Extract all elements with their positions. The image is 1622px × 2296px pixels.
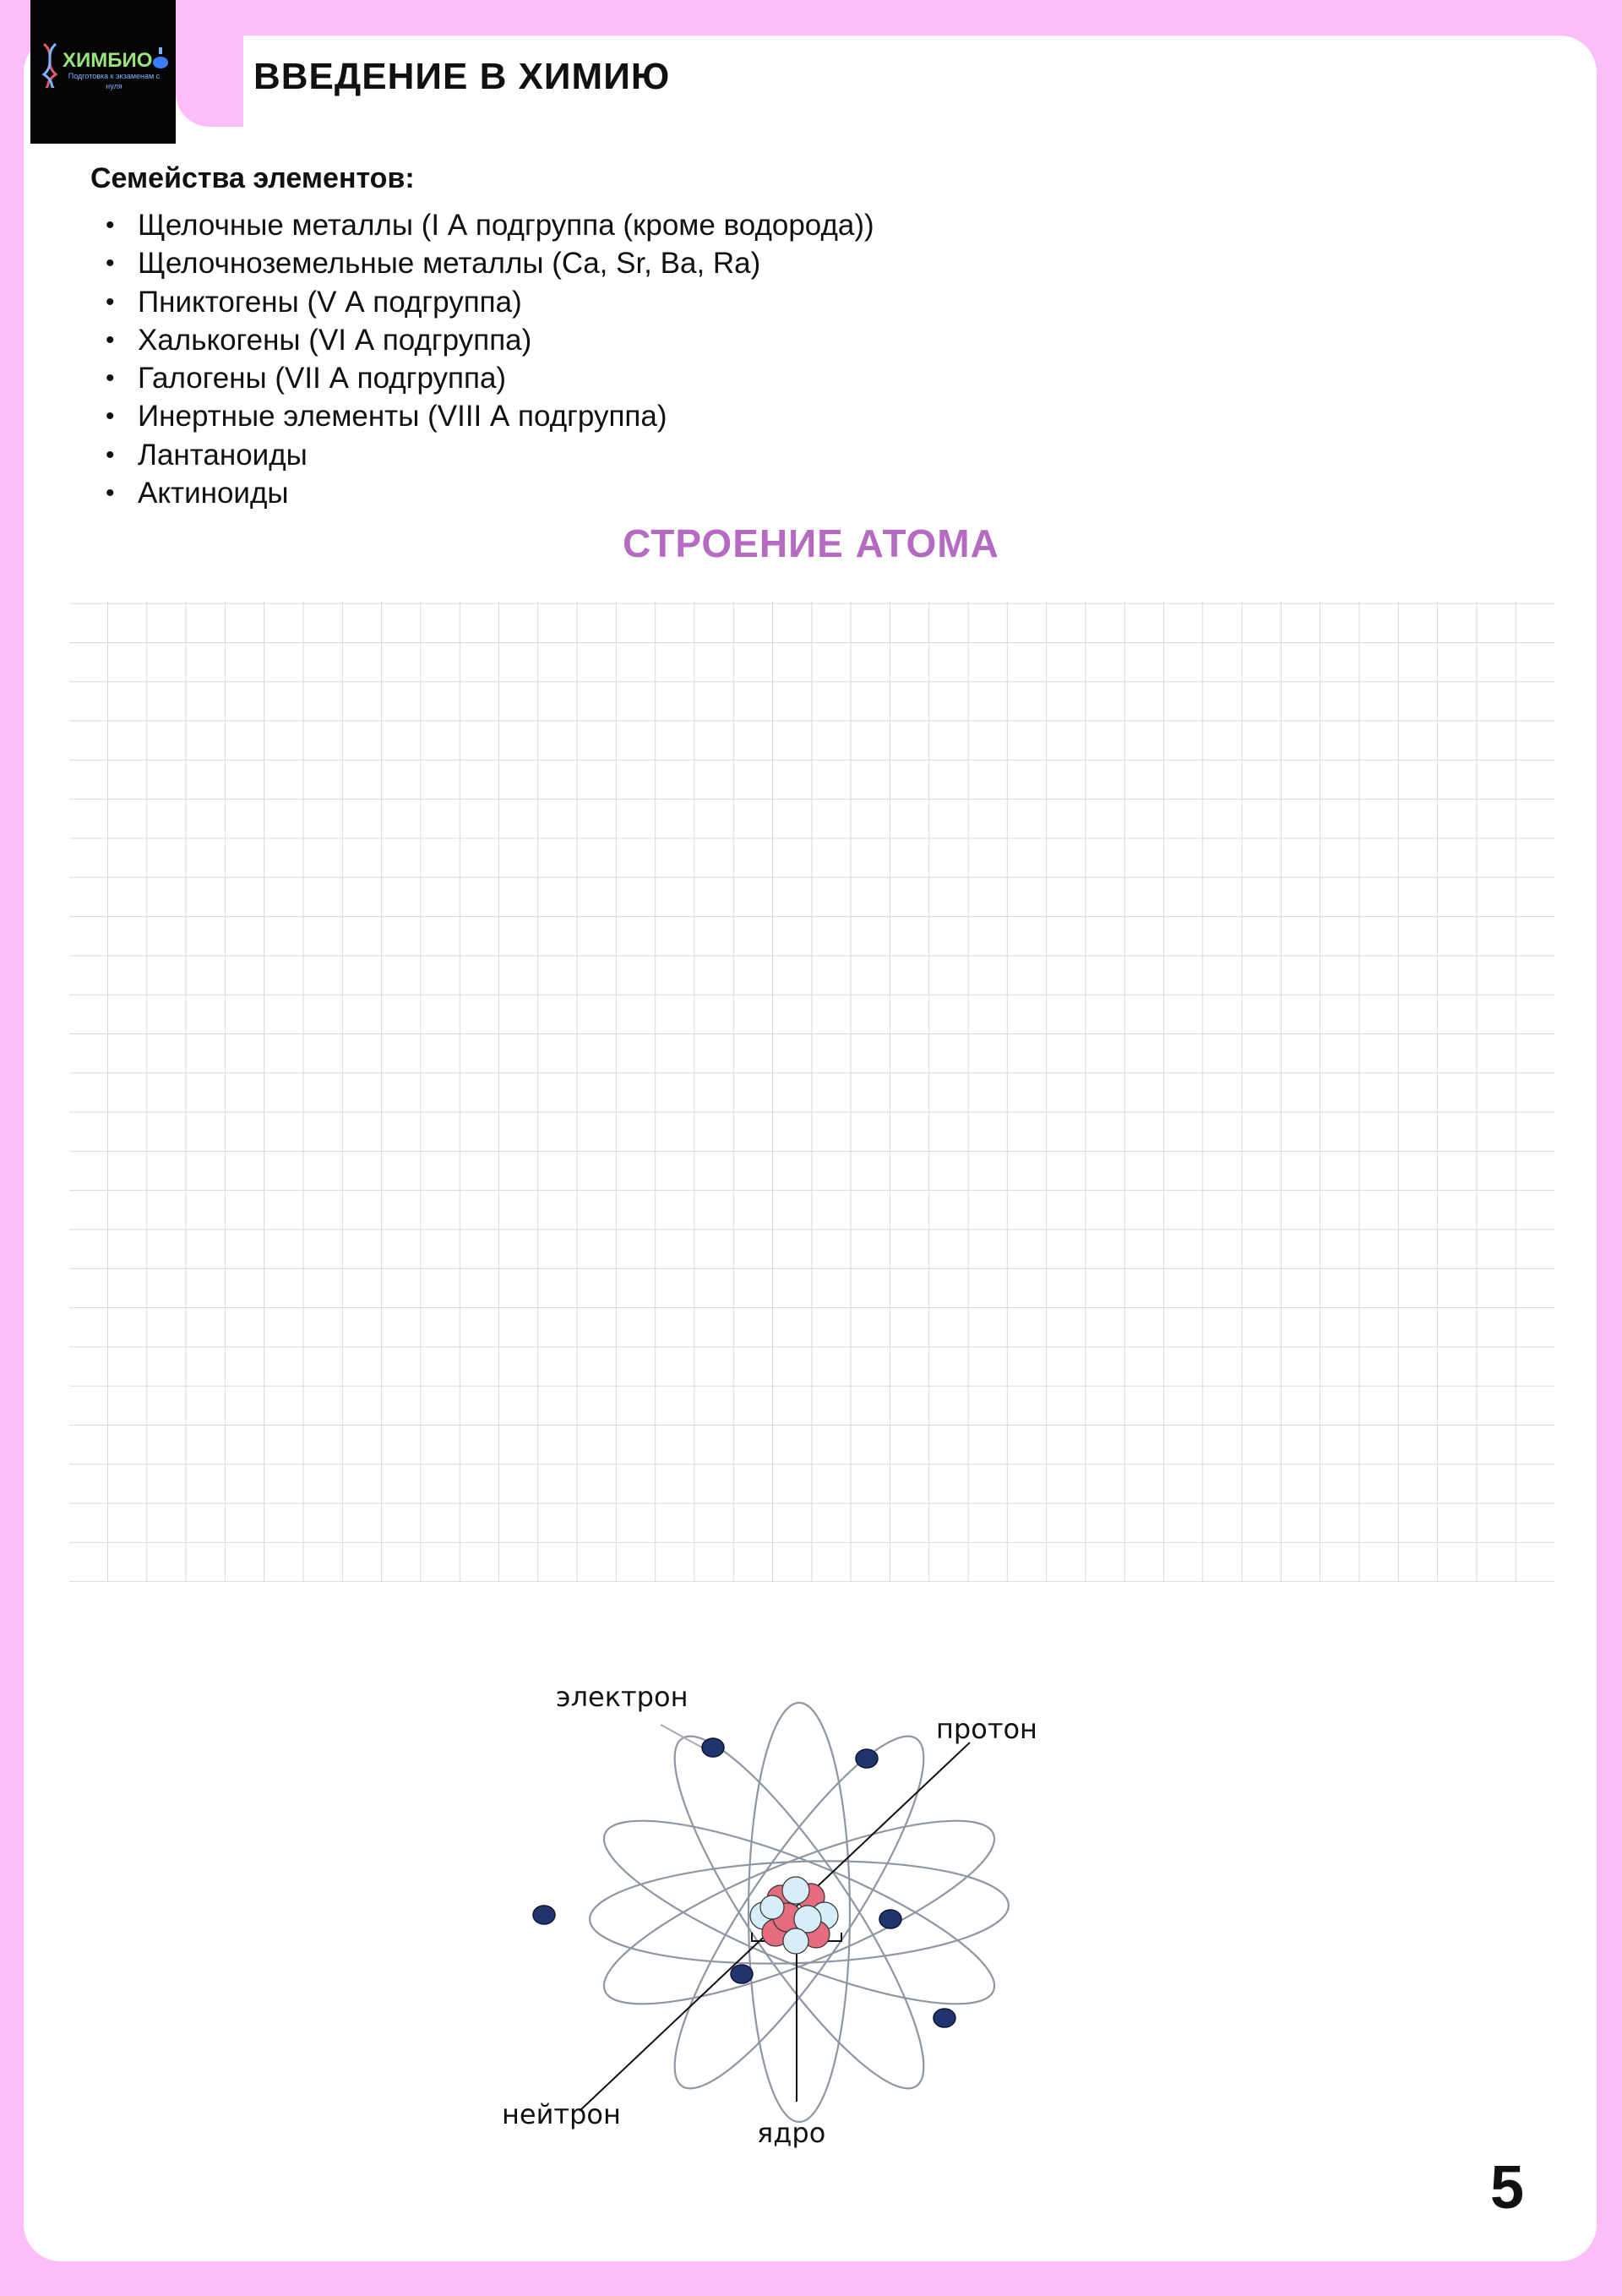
list-item: • Халькогены (VI А подгруппа) <box>90 321 874 359</box>
list-item: • Щелочные металлы (I А подгруппа (кроме водорода)) <box>90 206 874 244</box>
neutron <box>782 1877 809 1904</box>
grid-paper <box>69 602 1554 1582</box>
nucleus <box>750 1877 838 1954</box>
families-list <box>90 206 874 512</box>
logo <box>30 0 176 144</box>
dna-icon <box>41 42 59 88</box>
electron <box>533 1906 555 1924</box>
list-item: • Щелочноземельные металлы (Ca, Sr, Ba, Ra) <box>90 244 874 282</box>
page-number: 5 <box>1490 2154 1525 2222</box>
families-heading: Семейства элементов: <box>90 162 415 194</box>
label-nucleus: ядро <box>757 2117 826 2149</box>
neutron <box>783 1928 808 1954</box>
atom-diagram <box>492 1669 1129 2155</box>
list-item: • Галогены (VII А подгруппа) <box>90 359 874 397</box>
electron <box>731 1965 753 1983</box>
flask-icon <box>152 47 169 69</box>
header-tab-corner <box>176 0 243 127</box>
list-item: • Пниктогены (V А подгруппа) <box>90 283 874 321</box>
label-neutron: нейтрон <box>502 2098 621 2130</box>
label-electron: электрон <box>556 1681 689 1713</box>
section-title: СТРОЕНИЕ АТОМА <box>623 521 999 565</box>
electron <box>702 1738 724 1757</box>
list-item: • Актиноиды <box>90 474 874 512</box>
neutron <box>760 1895 784 1919</box>
list-item: • Лантаноиды <box>90 436 874 474</box>
electron <box>879 1910 901 1928</box>
electron <box>856 1749 878 1768</box>
logo-title: ХИМБИО <box>63 49 153 72</box>
list-item: • Инертные элементы (VIII А подгруппа) <box>90 397 874 435</box>
logo-subtitle: Подготовка к экзаменам с нуля <box>68 72 161 90</box>
electron <box>933 2009 955 2027</box>
page-title: ВВЕДЕНИЕ В ХИМИЮ <box>253 56 671 97</box>
label-proton: протон <box>936 1713 1037 1745</box>
